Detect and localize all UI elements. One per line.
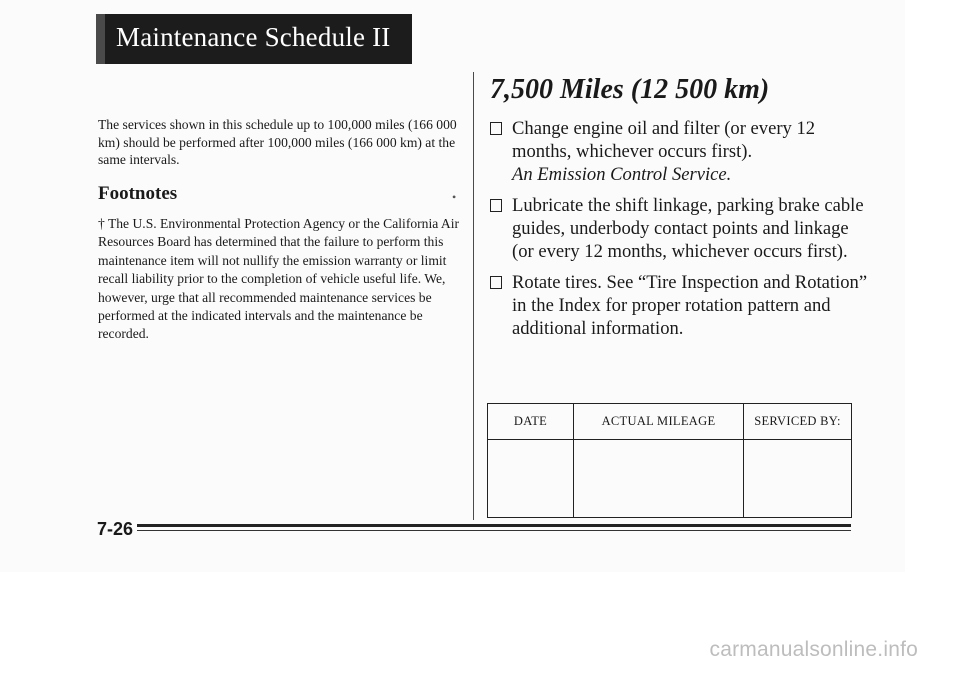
header-accent	[96, 14, 105, 64]
checklist-item	[490, 194, 870, 263]
intro-text: The services shown in this schedule up to 100,000 miles (166 000 km) should be performed after 100,000 miles (166 000 km) at the same intervals.	[98, 117, 457, 168]
date-cell[interactable]	[488, 440, 574, 518]
watermark: carmanualsonline.info	[709, 638, 918, 661]
header-band	[96, 14, 412, 64]
checkbox-icon[interactable]	[490, 276, 502, 289]
checkbox-icon[interactable]	[490, 122, 502, 135]
footnote-text: † The U.S. Environmental Protection Agency or the California Air Resources Board has determined that the failure to perform this maintenance item will not nullify the emission warranty or limit recall liability prior to the completion of vehicle useful life. We, however, urge that all recommended maintenance services be performed at the indicated intervals and the maintenance be recorded.	[98, 216, 460, 342]
checklist-item-text: Change engine oil and filter (or every 12 months, whichever occurs first).	[512, 118, 816, 162]
checklist-item	[490, 117, 870, 186]
section-title: 7,500 Miles (12 500 km)	[490, 74, 770, 105]
checkbox-icon[interactable]	[490, 199, 502, 212]
column-header-mileage: ACTUAL MILEAGE	[574, 404, 744, 440]
page-title: Maintenance Schedule II	[116, 22, 391, 52]
serviced-by-cell[interactable]	[744, 440, 852, 518]
checklist-item-note: An Emission Control Service.	[512, 164, 732, 185]
checklist-item	[490, 271, 870, 340]
footer-rule-thin	[133, 530, 851, 531]
column-divider	[473, 72, 474, 520]
mileage-cell[interactable]	[574, 440, 744, 518]
footer-rule	[133, 524, 851, 527]
checklist-item-text: Lubricate the shift linkage, parking brake cable guides, underbody contact points and linkage (or every 12 months, whichever occurs first).	[512, 195, 864, 262]
footnotes-heading: Footnotes	[98, 183, 178, 204]
stray-mark: •	[452, 190, 457, 204]
column-header-serviced-by: SERVICED BY:	[744, 404, 852, 440]
checklist-item-text: Rotate tires. See “Tire Inspection and Rotation” in the Index for proper rotation pattern and additional information.	[512, 272, 868, 339]
page-number: 7-26	[97, 519, 137, 540]
intro-paragraph	[98, 116, 463, 169]
column-header-date: DATE	[488, 404, 574, 440]
service-log-table	[487, 403, 852, 518]
service-checklist	[490, 117, 870, 348]
